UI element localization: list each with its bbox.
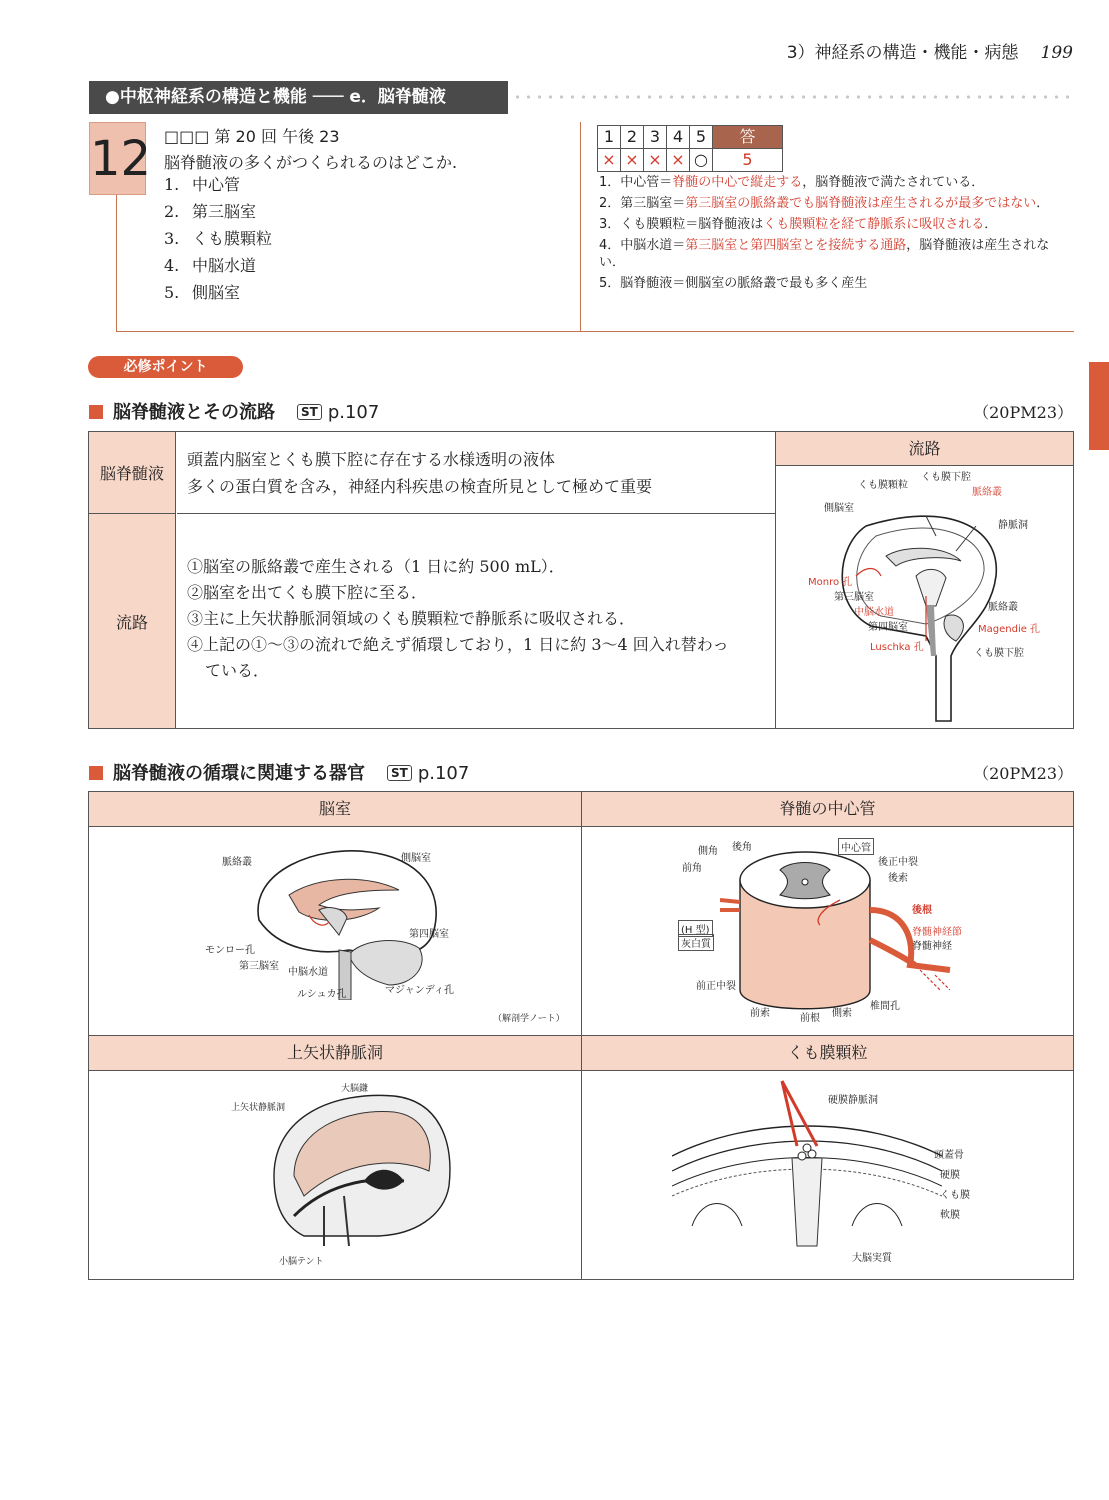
explanation-1: 1．中心管＝脊髄の中心で縦走する，脳脊髄液で満たされている．: [599, 175, 985, 190]
flow-figure: [776, 466, 1073, 728]
figure-source: （解剖学ノート）: [493, 1014, 565, 1024]
label-fourth-ventricle: 第四脳室: [409, 929, 449, 940]
subsection-1-heading: [89, 398, 379, 424]
row-label-csf: 脳脊髄液: [89, 432, 176, 514]
explanation-3: 3．くも膜顆粒＝脳脊髄液はくも膜顆粒を経て静脈系に吸収される．: [599, 217, 998, 232]
label-cerebral-aqueduct: 中脳水道: [288, 967, 328, 978]
label-subarachnoid-space: くも膜下腔: [921, 472, 971, 483]
label-lateral-ventricle: 側脳室: [401, 853, 431, 864]
csf-flow-diagram: [776, 466, 1074, 728]
section-title: ●中枢神経系の構造と機能 ─── e．脳脊髄液: [89, 81, 508, 114]
label-third-ventricle: 第三脳室: [834, 592, 874, 603]
answer-num: 1: [598, 126, 621, 149]
arachnoid-cell: [582, 1036, 1073, 1279]
answer-mark: ○: [690, 149, 713, 172]
sagittal-sinus-diagram: [264, 1086, 454, 1246]
label-skull: 頭蓋骨: [934, 1150, 964, 1161]
option-list: [164, 174, 272, 309]
subsection-2-heading: [89, 759, 469, 785]
question-checkboxes[interactable]: □□□: [164, 127, 210, 146]
answer-mark: ×: [598, 149, 621, 172]
label-cerebral-aqueduct: 中脳水道: [854, 607, 894, 618]
subsection-1-title: 脳脊髄液とその流路: [113, 402, 275, 423]
label-posterior-horn: 後角: [732, 842, 752, 853]
flow-figure-cell: [775, 432, 1073, 728]
label-posterior-funiculus: 後索: [888, 873, 908, 884]
label-spinal-nerve: 脊髄神経: [912, 941, 952, 952]
label-foramen-luschka: Luschka 孔: [870, 642, 924, 653]
label-arachnoid-granulation: くも膜顆粒: [858, 480, 908, 491]
label-gray-matter: 灰白質: [678, 934, 714, 951]
label-lateral-horn: 側角: [698, 846, 718, 857]
label-foramen-magendie: Magendie 孔: [978, 624, 1041, 635]
label-central-canal: 中心管: [838, 838, 874, 855]
answer-num: 5: [690, 126, 713, 149]
option-item: 4. 中脳水道: [164, 256, 257, 275]
label-posterior-median-sulcus: 後正中裂: [878, 857, 918, 868]
sagittal-sinus-header: 上矢状静脈洞: [89, 1036, 581, 1071]
ventricle-header: 脳室: [89, 792, 581, 827]
ventricle-diagram: [229, 840, 459, 1000]
question-text: 脳脊髄液の多くがつくられるのはどこか.: [164, 153, 458, 172]
answer-mark: ×: [667, 149, 690, 172]
label-dura: 硬膜: [940, 1170, 960, 1181]
st-icon: ST: [297, 404, 322, 420]
label-superior-sagittal-sinus: 上矢状静脈洞: [231, 1103, 286, 1113]
explanation-2: 2．第三脳室＝第三脳室の脈絡叢でも脳脊髄液は産生されるが最多ではない．: [599, 196, 1050, 211]
option-item: 5. 側脳室: [164, 283, 241, 302]
sagittal-sinus-cell: [89, 1036, 581, 1279]
arachnoid-diagram: [672, 1076, 942, 1266]
question-header: [164, 124, 340, 147]
label-h-type: (H 型): [678, 920, 713, 937]
label-anterior-funiculus: 前索: [750, 1008, 770, 1019]
label-spinal-ganglion: 脊髄神経節: [912, 927, 962, 938]
label-venous-sinus: 静脈洞: [998, 520, 1028, 531]
label-fourth-ventricle: 第四脳室: [868, 622, 908, 633]
question-frame-left: [116, 195, 117, 332]
option-item: 3. くも膜顆粒: [164, 229, 273, 248]
csf-table: [88, 431, 1074, 729]
row-label-path: 流路: [89, 514, 176, 728]
label-magendie-foramen: マジャンディ孔: [385, 985, 454, 996]
square-bullet-icon: [89, 405, 103, 419]
answer-value: 5: [713, 149, 783, 172]
point-label: 必修ポイント: [88, 356, 243, 378]
answer-label: 答: [713, 126, 783, 149]
csf-description: 頭蓋内脳室とくも膜下腔に存在する水様透明の液体 多くの蛋白質を含み，神経内科疾患の検査所見として極めて重要: [177, 432, 775, 514]
question-divider: [580, 122, 581, 332]
label-anterior-median-fissure: 前正中裂: [696, 981, 736, 992]
label-luschka-foramen: ルシュカ孔: [297, 989, 347, 1000]
label-foramen-monro: Monro 孔: [808, 577, 853, 588]
label-falx-cerebri: 大脳鎌: [341, 1084, 369, 1094]
subsection-2-page: p.107: [417, 763, 470, 784]
ventricle-cell: [89, 792, 581, 1035]
label-choroid-plexus: 脈絡叢: [222, 857, 252, 868]
subsection-2-ref: （20PM23）: [973, 764, 1073, 783]
option-item: 2. 第三脳室: [164, 202, 257, 221]
st-icon: ST: [387, 765, 412, 781]
subsection-1-ref: （20PM23）: [973, 403, 1073, 422]
question-number: 12: [89, 122, 146, 195]
label-anterior-root: 前根: [800, 1013, 820, 1024]
csf-path-description: ①脳室の脈絡叢で産生される（1 日に約 500 mL）． ②脳室を出てくも膜下腔に至る． ③主に上矢状静脈洞領域のくも膜顆粒で静脈系に吸収される． ④上記の①～③の流れで絶えず循環しており，1 日に約 3～4 回入れ替わっ ている．: [187, 557, 729, 680]
answer-num: 2: [621, 126, 644, 149]
explanation-4: 4．中脳水道＝第三脳室と第四脳室とを接続する通路，脳脊髄液は産生されない．: [599, 238, 1050, 270]
label-lateral-funiculus: 側索: [832, 1008, 852, 1019]
explanation-5: 5．脳脊髄液＝側脳室の脈絡叢で最も多く産生: [599, 276, 868, 291]
answer-num: 3: [644, 126, 667, 149]
arachnoid-header: くも膜顆粒: [582, 1036, 1073, 1071]
label-lateral-ventricle: 側脳室: [824, 503, 854, 514]
label-tentorium: 小脳テント: [279, 1257, 324, 1267]
running-head: [787, 38, 1073, 63]
side-thumb-tab: [1089, 362, 1109, 450]
subsection-1-page: p.107: [327, 402, 380, 423]
answer-num: 4: [667, 126, 690, 149]
label-anterior-horn: 前角: [682, 863, 702, 874]
page-number: 199: [1040, 43, 1073, 63]
label-arachnoid: くも膜: [940, 1190, 970, 1201]
label-intervertebral-foramen: 椎間孔: [870, 1001, 900, 1012]
label-pia: 軟膜: [940, 1210, 960, 1221]
question-frame-bottom: [116, 331, 1074, 332]
subsection-2-title: 脳脊髄液の循環に関連する器官: [113, 763, 365, 784]
label-choroid-plexus: 脈絡叢: [972, 487, 1002, 498]
answer-table: [597, 125, 783, 172]
label-dural-sinus: 硬膜静脈洞: [828, 1095, 878, 1106]
label-brain-parenchyma: 大脳実質: [852, 1253, 892, 1264]
label-choroid-plexus-2: 脈絡叢: [988, 602, 1018, 613]
answer-mark: ×: [621, 149, 644, 172]
question-source: 第 20 回 午後 23: [214, 127, 340, 146]
square-bullet-icon: [89, 766, 103, 780]
flow-figure-header: 流路: [776, 432, 1073, 466]
dotted-rule: [512, 95, 1077, 99]
running-title: 3）神経系の構造・機能・病態: [786, 43, 1019, 63]
label-subarachnoid-space-2: くも膜下腔: [974, 648, 1024, 659]
label-posterior-root: 後根: [912, 905, 932, 916]
option-item: 1. 中心管: [164, 175, 241, 194]
organ-table: [88, 791, 1074, 1280]
central-canal-header: 脊髄の中心管: [582, 792, 1073, 827]
central-canal-cell: [582, 792, 1073, 1035]
label-third-ventricle: 第三脳室: [239, 961, 279, 972]
explanations: [599, 174, 1075, 296]
answer-mark: ×: [644, 149, 667, 172]
label-monro-foramen: モンロー孔: [205, 945, 255, 956]
